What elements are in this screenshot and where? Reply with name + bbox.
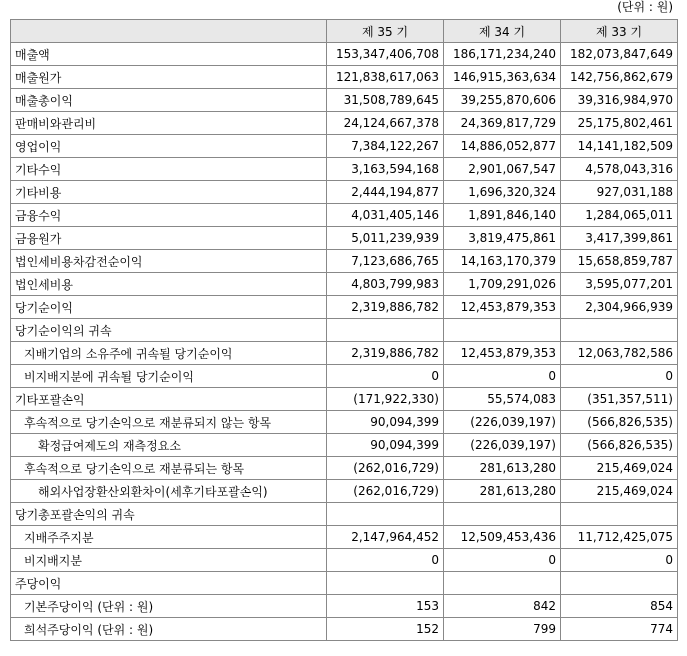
row-label: 당기순이익: [11, 296, 327, 319]
table-row: [11, 319, 678, 342]
value-cell: (566,826,535): [561, 411, 678, 434]
value-cell: 281,613,280: [444, 457, 561, 480]
table-row: [11, 526, 678, 549]
row-label: 희석주당이익 (단위 : 원): [11, 618, 327, 641]
table-row: [11, 618, 678, 641]
value-cell: 12,509,453,436: [444, 526, 561, 549]
row-label: 해외사업장환산외환차이(세후기타포괄손익): [11, 480, 327, 503]
value-cell: 0: [327, 549, 444, 572]
value-cell: [444, 319, 561, 342]
value-cell: 2,319,886,782: [327, 296, 444, 319]
table-row: [11, 480, 678, 503]
row-label: 매출액: [11, 43, 327, 66]
row-label: 비지배지분: [11, 549, 327, 572]
value-cell: 146,915,363,634: [444, 66, 561, 89]
row-label: 주당이익: [11, 572, 327, 595]
value-cell: 0: [561, 365, 678, 388]
column-header: 제 33 기: [561, 20, 678, 43]
value-cell: 152: [327, 618, 444, 641]
value-cell: 1,284,065,011: [561, 204, 678, 227]
value-cell: 774: [561, 618, 678, 641]
value-cell: 927,031,188: [561, 181, 678, 204]
table-row: [11, 43, 678, 66]
value-cell: (566,826,535): [561, 434, 678, 457]
value-cell: 142,756,862,679: [561, 66, 678, 89]
value-cell: 121,838,617,063: [327, 66, 444, 89]
value-cell: 12,063,782,586: [561, 342, 678, 365]
value-cell: 3,417,399,861: [561, 227, 678, 250]
value-cell: 24,369,817,729: [444, 112, 561, 135]
table-row: [11, 204, 678, 227]
table-row: [11, 227, 678, 250]
table-row: [11, 296, 678, 319]
value-cell: 1,891,846,140: [444, 204, 561, 227]
table-row: [11, 434, 678, 457]
value-cell: 799: [444, 618, 561, 641]
value-cell: (226,039,197): [444, 434, 561, 457]
row-label: 기타포괄손익: [11, 388, 327, 411]
column-header: 제 35 기: [327, 20, 444, 43]
value-cell: 3,819,475,861: [444, 227, 561, 250]
value-cell: [327, 503, 444, 526]
table-row: [11, 66, 678, 89]
value-cell: 12,453,879,353: [444, 296, 561, 319]
column-header: 제 34 기: [444, 20, 561, 43]
value-cell: 24,124,667,378: [327, 112, 444, 135]
row-label: 기본주당이익 (단위 : 원): [11, 595, 327, 618]
row-label: 당기순이익의 귀속: [11, 319, 327, 342]
value-cell: [561, 503, 678, 526]
value-cell: 215,469,024: [561, 457, 678, 480]
table-row: [11, 365, 678, 388]
table-row: [11, 135, 678, 158]
row-label: 지배주주지분: [11, 526, 327, 549]
value-cell: 5,011,239,939: [327, 227, 444, 250]
table-row: [11, 503, 678, 526]
table-row: [11, 572, 678, 595]
value-cell: (262,016,729): [327, 457, 444, 480]
value-cell: 153,347,406,708: [327, 43, 444, 66]
row-label: 영업이익: [11, 135, 327, 158]
value-cell: 4,578,043,316: [561, 158, 678, 181]
value-cell: 25,175,802,461: [561, 112, 678, 135]
value-cell: 39,255,870,606: [444, 89, 561, 112]
value-cell: [327, 319, 444, 342]
value-cell: 2,444,194,877: [327, 181, 444, 204]
value-cell: 11,712,425,075: [561, 526, 678, 549]
row-label: 매출원가: [11, 66, 327, 89]
value-cell: 55,574,083: [444, 388, 561, 411]
row-label: 법인세비용: [11, 273, 327, 296]
value-cell: 12,453,879,353: [444, 342, 561, 365]
table-row: [11, 342, 678, 365]
income-statement-table: [10, 19, 678, 641]
row-label: 지배기업의 소유주에 귀속될 당기순이익: [11, 342, 327, 365]
unit-label: (단위 : 원): [617, 0, 673, 14]
value-cell: 14,163,170,379: [444, 250, 561, 273]
table-row: [11, 411, 678, 434]
value-cell: [327, 572, 444, 595]
table-row: [11, 250, 678, 273]
table-row: [11, 549, 678, 572]
row-label: 금융원가: [11, 227, 327, 250]
row-label: 금융수익: [11, 204, 327, 227]
value-cell: 3,163,594,168: [327, 158, 444, 181]
value-cell: 3,595,077,201: [561, 273, 678, 296]
table-body: [11, 43, 678, 641]
value-cell: 2,901,067,547: [444, 158, 561, 181]
value-cell: 1,696,320,324: [444, 181, 561, 204]
value-cell: [561, 572, 678, 595]
header-corner: [11, 20, 327, 43]
value-cell: 39,316,984,970: [561, 89, 678, 112]
value-cell: 2,304,966,939: [561, 296, 678, 319]
row-label: 기타비용: [11, 181, 327, 204]
value-cell: (226,039,197): [444, 411, 561, 434]
header-row: [11, 20, 678, 43]
value-cell: [444, 572, 561, 595]
row-label: 확정급여제도의 재측정요소: [11, 434, 327, 457]
value-cell: 182,073,847,649: [561, 43, 678, 66]
value-cell: 7,384,122,267: [327, 135, 444, 158]
value-cell: 2,319,886,782: [327, 342, 444, 365]
table-row: [11, 181, 678, 204]
value-cell: 186,171,234,240: [444, 43, 561, 66]
value-cell: 1,709,291,026: [444, 273, 561, 296]
row-label: 판매비와관리비: [11, 112, 327, 135]
row-label: 법인세비용차감전순이익: [11, 250, 327, 273]
row-label: 후속적으로 당기손익으로 재분류되는 항목: [11, 457, 327, 480]
value-cell: 281,613,280: [444, 480, 561, 503]
value-cell: (262,016,729): [327, 480, 444, 503]
row-label: 매출총이익: [11, 89, 327, 112]
table-row: [11, 388, 678, 411]
value-cell: 31,508,789,645: [327, 89, 444, 112]
row-label: 기타수익: [11, 158, 327, 181]
value-cell: 0: [327, 365, 444, 388]
value-cell: 14,886,052,877: [444, 135, 561, 158]
value-cell: 4,031,405,146: [327, 204, 444, 227]
value-cell: 0: [561, 549, 678, 572]
value-cell: 90,094,399: [327, 411, 444, 434]
table-row: [11, 457, 678, 480]
table-row: [11, 158, 678, 181]
table-row: [11, 89, 678, 112]
value-cell: 215,469,024: [561, 480, 678, 503]
value-cell: 15,658,859,787: [561, 250, 678, 273]
row-label: 비지배지분에 귀속될 당기순이익: [11, 365, 327, 388]
value-cell: 2,147,964,452: [327, 526, 444, 549]
value-cell: 7,123,686,765: [327, 250, 444, 273]
value-cell: 90,094,399: [327, 434, 444, 457]
value-cell: (171,922,330): [327, 388, 444, 411]
table-row: [11, 273, 678, 296]
value-cell: 0: [444, 365, 561, 388]
value-cell: [561, 319, 678, 342]
value-cell: 854: [561, 595, 678, 618]
row-label: 당기총포괄손익의 귀속: [11, 503, 327, 526]
value-cell: 14,141,182,509: [561, 135, 678, 158]
table-row: [11, 595, 678, 618]
table-row: [11, 112, 678, 135]
value-cell: [444, 503, 561, 526]
value-cell: 4,803,799,983: [327, 273, 444, 296]
row-label: 후속적으로 당기손익으로 재분류되지 않는 항목: [11, 411, 327, 434]
value-cell: (351,357,511): [561, 388, 678, 411]
value-cell: 153: [327, 595, 444, 618]
value-cell: 0: [444, 549, 561, 572]
value-cell: 842: [444, 595, 561, 618]
